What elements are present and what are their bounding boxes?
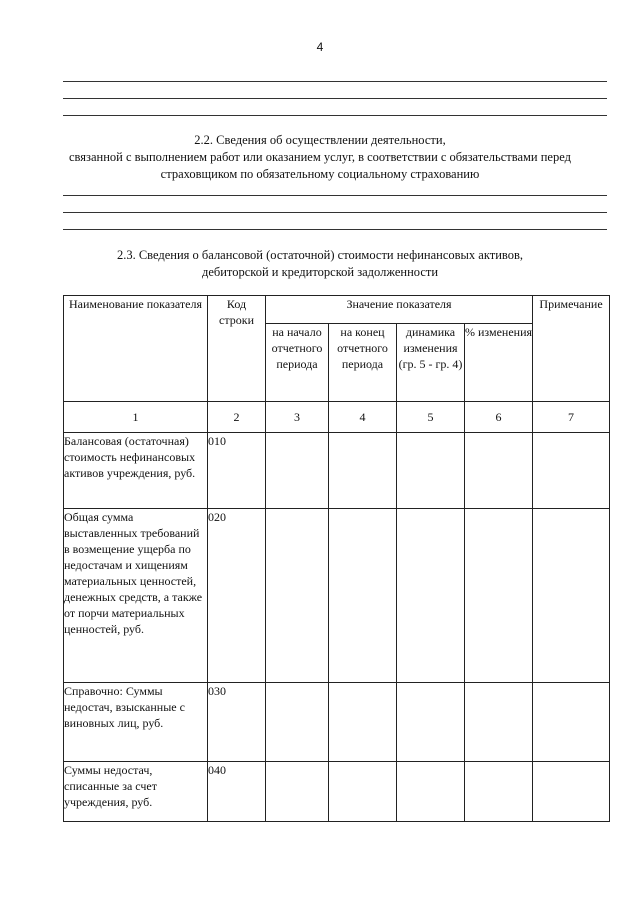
blank-line	[63, 195, 607, 196]
row-code: 010	[208, 433, 266, 509]
column-number: 4	[329, 402, 397, 433]
value-cell	[329, 509, 397, 683]
value-cell	[266, 509, 329, 683]
column-number: 2	[208, 402, 266, 433]
row-name: Справочно: Суммы недостач, взысканные с виновных лиц, руб.	[64, 683, 208, 762]
column-number: 6	[465, 402, 533, 433]
section-2-3-heading	[40, 247, 600, 281]
value-cell	[465, 509, 533, 683]
row-code: 040	[208, 762, 266, 822]
header-note: Примечание	[533, 296, 610, 402]
header-name: Наименование показателя	[64, 296, 208, 402]
value-cell	[397, 509, 465, 683]
header-value-group: Значение показателя	[266, 296, 533, 324]
table-row	[64, 683, 610, 762]
value-cell	[397, 762, 465, 822]
column-number: 1	[64, 402, 208, 433]
value-cell	[533, 433, 610, 509]
value-cell	[465, 433, 533, 509]
value-cell	[266, 762, 329, 822]
row-code: 030	[208, 683, 266, 762]
row-name: Общая сумма выставленных требований в возмещение ущерба по недостачам и хищениям материальных ценностей, денежных средств, а также от порчи материальных ценностей, руб.	[64, 509, 208, 683]
value-cell	[465, 762, 533, 822]
assets-table	[63, 295, 610, 822]
table-row	[64, 509, 610, 683]
value-cell	[397, 433, 465, 509]
blank-line	[63, 115, 607, 116]
value-cell	[329, 762, 397, 822]
row-name: Суммы недостач, списанные за счет учреждения, руб.	[64, 762, 208, 822]
column-number: 7	[533, 402, 610, 433]
page-number: 4	[316, 40, 324, 54]
table-row	[64, 762, 610, 822]
header-start: на начало отчетного периода	[266, 324, 329, 402]
blank-line	[63, 98, 607, 99]
blank-line	[63, 212, 607, 213]
value-cell	[329, 433, 397, 509]
heading-line: дебиторской и кредиторской задолженности	[201, 265, 439, 279]
row-code: 020	[208, 509, 266, 683]
value-cell	[329, 683, 397, 762]
heading-line: связанной с выполнением работ или оказанием услуг, в соответствии с обязательствами перед	[69, 150, 571, 164]
value-cell	[397, 683, 465, 762]
value-cell	[465, 683, 533, 762]
blank-line	[63, 229, 607, 230]
column-number: 3	[266, 402, 329, 433]
heading-line: 2.3. Сведения о балансовой (остаточной) стоимости нефинансовых активов,	[116, 248, 524, 262]
row-name: Балансовая (остаточная) стоимость нефинансовых активов учреждения, руб.	[64, 433, 208, 509]
blank-line	[63, 81, 607, 82]
heading-line: 2.2. Сведения об осуществлении деятельности,	[194, 133, 446, 147]
column-number: 5	[397, 402, 465, 433]
value-cell	[266, 433, 329, 509]
header-dynamics: динамика изменения (гр. 5 - гр. 4)	[397, 324, 465, 402]
header-percent: % изменения	[465, 324, 533, 402]
value-cell	[533, 509, 610, 683]
table-row	[64, 433, 610, 509]
value-cell	[533, 683, 610, 762]
heading-line: страховщиком по обязательному социальному страхованию	[160, 167, 480, 181]
header-code: Код строки	[208, 296, 266, 402]
section-2-2-heading	[40, 132, 600, 183]
header-end: на конец отчетного периода	[329, 324, 397, 402]
value-cell	[266, 683, 329, 762]
value-cell	[533, 762, 610, 822]
